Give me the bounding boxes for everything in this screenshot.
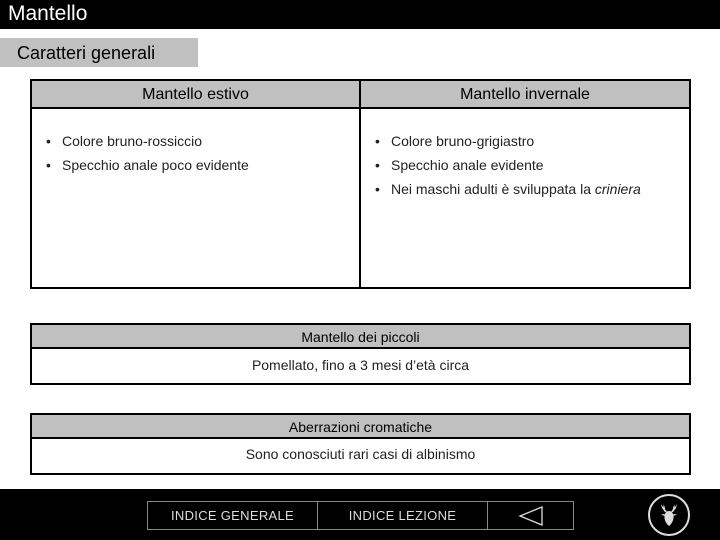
- list-item: • Specchio anale poco evidente: [46, 153, 359, 177]
- deer-head-icon: [654, 500, 684, 530]
- bullet-icon: •: [375, 181, 380, 197]
- section-label-text: Caratteri generali: [17, 43, 156, 63]
- list-item: • Nei maschi adulti è sviluppata la criniera: [375, 177, 689, 201]
- bullet-icon: •: [375, 133, 380, 149]
- winter-coat-list: [361, 109, 689, 201]
- footer-nav: [147, 501, 574, 530]
- back-button[interactable]: [488, 502, 573, 529]
- footer-bar: [0, 489, 720, 540]
- bullet-icon: •: [46, 157, 51, 173]
- coat-comparison-table: [30, 79, 691, 289]
- young-coat-text: Pomellato, fino a 3 mesi d’età circa: [251, 357, 470, 373]
- emphasis-text: criniera: [594, 181, 641, 197]
- summer-coat-list: [32, 109, 359, 177]
- title-bar: [0, 0, 720, 29]
- bullet-icon: •: [46, 133, 51, 149]
- summer-coat-column: [32, 81, 361, 287]
- young-coat-heading: Mantello dei piccoli: [32, 325, 689, 349]
- deer-head-logo-icon[interactable]: [648, 494, 690, 536]
- triangle-left-icon: [518, 506, 544, 526]
- page-title: Mantello: [8, 2, 88, 25]
- general-index-button[interactable]: INDICE GENERALE: [148, 502, 318, 529]
- summer-coat-heading: Mantello estivo: [32, 81, 359, 109]
- bullet-icon: •: [375, 157, 380, 173]
- list-item: • Colore bruno-rossiccio: [46, 129, 359, 153]
- aberrations-text: Sono conosciuti rari casi di albinismo: [245, 446, 476, 462]
- winter-coat-heading: Mantello invernale: [361, 81, 689, 109]
- list-item: • Colore bruno-grigiastro: [375, 129, 689, 153]
- winter-coat-column: [361, 81, 689, 287]
- aberrations-heading: Aberrazioni cromatiche: [32, 415, 689, 439]
- lesson-index-button[interactable]: INDICE LEZIONE: [318, 502, 488, 529]
- aberrations-box: [30, 413, 691, 475]
- section-label: [0, 38, 198, 67]
- list-item: • Specchio anale evidente: [375, 153, 689, 177]
- young-coat-box: [30, 323, 691, 385]
